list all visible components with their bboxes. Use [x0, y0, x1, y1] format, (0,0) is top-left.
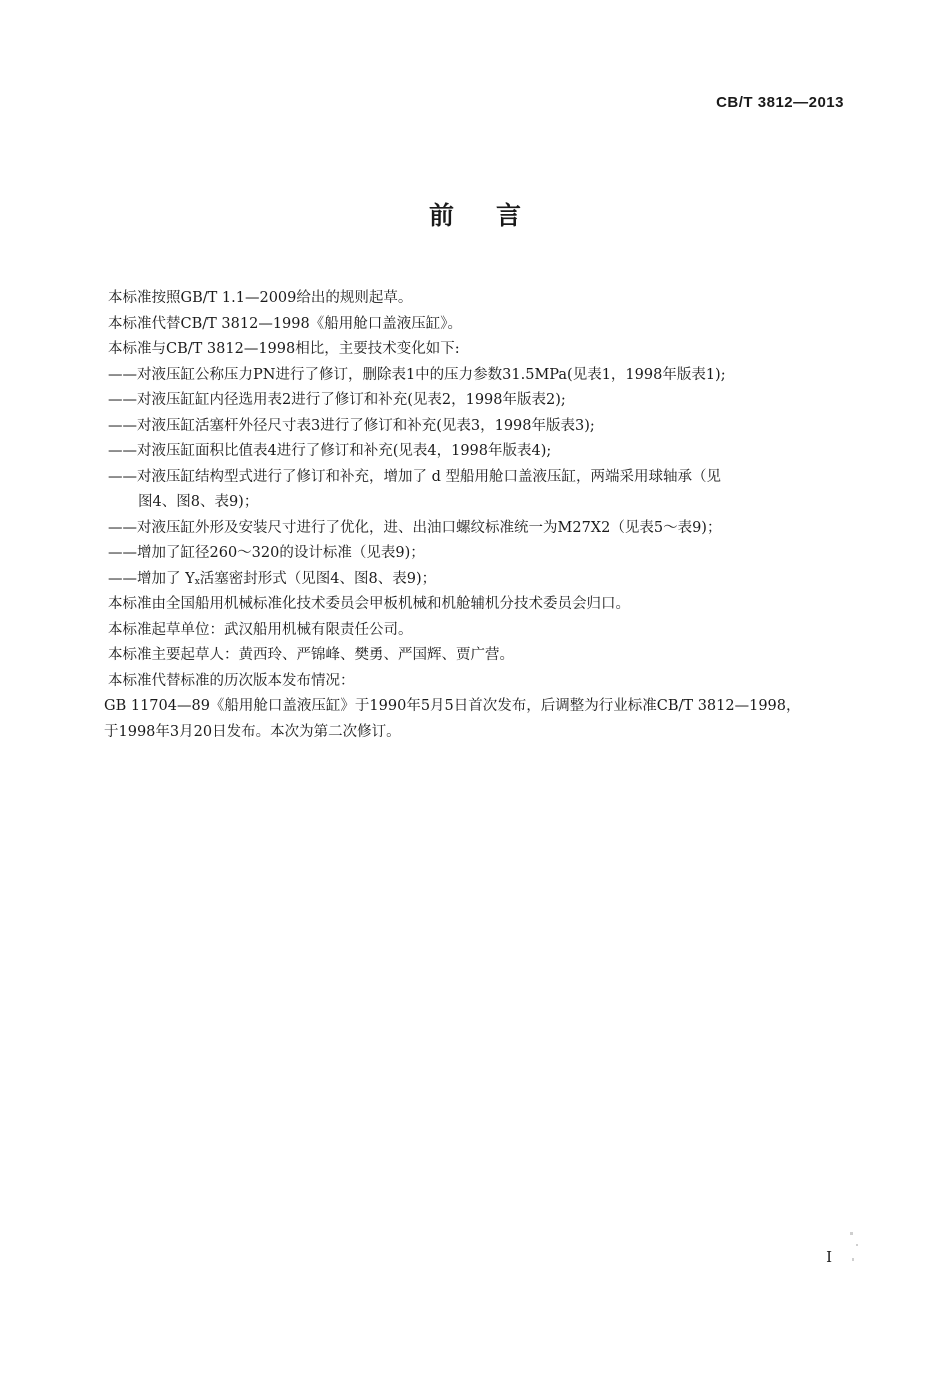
history-line: GB 11704—89《船用舱口盖液压缸》于1990年5月5日首次发布，后调整为行业标准CB/T 3812—1998， [104, 698, 801, 714]
page-number: I [826, 1248, 832, 1266]
history-line-cont: 于1998年3月20日发布。本次为第二次修订。 [104, 723, 401, 740]
page-title: 前言 [428, 201, 563, 230]
change-item-pressure: ——对液压缸公称压力PN进行了修订，删除表1中的压力参数31.5MPa(见表1，1998年版表1); [108, 366, 726, 383]
change-item-rod: ——对液压缸活塞杆外径尺寸表3进行了修订和补充(见表3，1998年版表3); [108, 417, 595, 434]
paragraph-drafting-rules: 本标准按照GB/T 1.1—2009给出的规则起草。 [108, 290, 413, 306]
scan-artifact [856, 1244, 858, 1246]
paragraph-history-intro: 本标准代替标准的历次版本发布情况： [108, 672, 355, 689]
paragraph-drafting-unit: 本标准起草单位：武汉船用机械有限责任公司。 [108, 621, 413, 638]
change-item-seal [108, 567, 850, 593]
standard-code: CB/T 3812—2013 [716, 94, 844, 111]
scan-artifact [852, 1258, 854, 1261]
seal-subscript: x [194, 576, 200, 587]
change-item-area-ratio: ——对液压缸面积比值表4进行了修订和补充(见表4，1998年版表4); [108, 443, 552, 459]
seal-suffix: 活塞密封形式（见图4、图8、表9)； [199, 570, 437, 587]
change-item-bore-range: ——增加了缸径260～320的设计标准（见表9)； [108, 545, 425, 561]
paragraph-replaces: 本标准代替CB/T 3812—1998《船用舱口盖液压缸》。 [108, 315, 462, 332]
paragraph-changes-intro: 本标准与CB/T 3812—1998相比，主要技术变化如下: [108, 341, 460, 357]
change-item-structure: ——对液压缸结构型式进行了修订和补充，增加了 d 型船用舱口盖液压缸，两端采用球轴承（见 [108, 468, 721, 485]
scan-artifact [850, 1232, 853, 1235]
change-item-dimensions: ——对液压缸外形及安装尺寸进行了优化，进、出油口螺纹标准统一为M27X2（见表5～表9)； [108, 519, 722, 536]
paragraph-drafters: 本标准主要起草人：黄西玲、严锦峰、樊勇、严国辉、贾广营。 [108, 647, 514, 663]
document-body [104, 286, 850, 745]
change-item-bore: ——对液压缸缸内径选用表2进行了修订和补充(见表2，1998年版表2); [108, 392, 566, 408]
paragraph-committee: 本标准由全国船用机械标准化技术委员会甲板机械和机舱辅机分技术委员会归口。 [108, 596, 630, 612]
seal-prefix: ——增加了 Y [108, 570, 195, 587]
change-item-structure-cont: 图4、图8、表9)； [138, 494, 259, 510]
